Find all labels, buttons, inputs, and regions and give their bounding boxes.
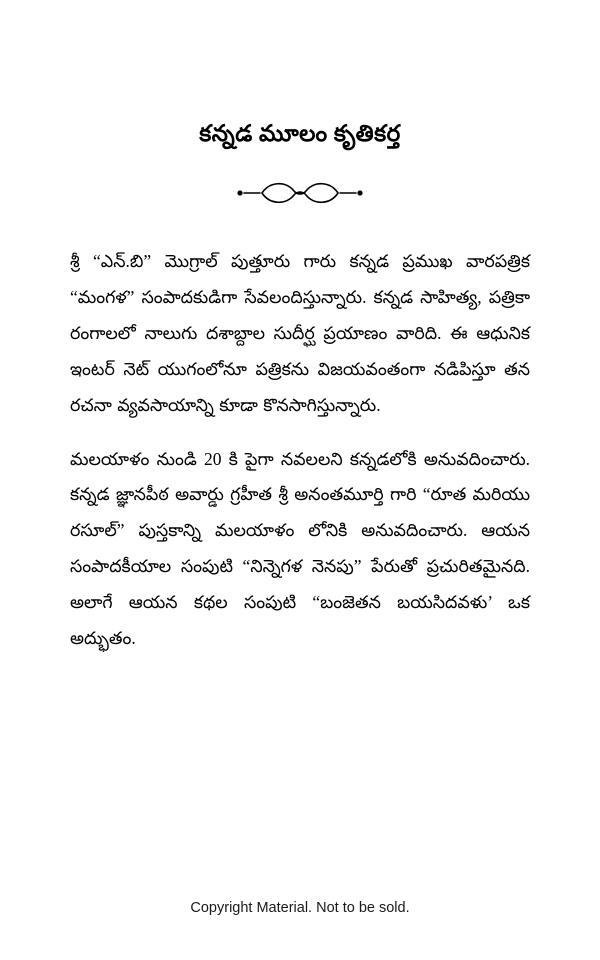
copyright-notice: Copyright Material. Not to be sold. bbox=[190, 900, 410, 916]
paragraph: మలయాళం నుండి 20 కి పైగా నవలలని కన్నడలోకి అనువదించారు. కన్నడ జ్ఞానపీఠ అవార్డు గ్రహీత శ్రీ అనంతమూర్తి గారి “రూత మరియు రసూల్” పుస్తకాన్ని మలయాళం లోనికి అనువదించారు. ఆయన సంపాదకీయాల సంపుటి “నిన్నెగళ నెనపు” పేరుతో ప్రచురితమైనది. అలాగే ఆయన కథల సంపుటి “బంజెతన బయసిదవళు’ ఒక అద్భుతం. bbox=[70, 448, 530, 648]
decorative-flourish-divider bbox=[70, 176, 530, 210]
page-content bbox=[70, 0, 530, 657]
body-text bbox=[70, 244, 530, 657]
paragraph: శ్రీ “ఎన్‌.బి” మొగ్రాల్ పుత్తూరు గారు కన్నడ ప్రముఖ వారపత్రిక “మంగళ” సంపాదకుడిగా సేవలందిస్తున్నారు. కన్నడ సాహిత్య, పత్రికా రంగాలలో నాలుగు దశాబ్దాల సుదీర్ఘ ప్రయాణం వారిది. ఈ ఆధునిక ఇంటర్ నెట్ యుగంలోనూ పత్రికను విజయవంతంగా నడిపిస్తూ తన రచనా వ్యవసాయాన్ని కూడా కొనసాగిస్తున్నారు. bbox=[70, 251, 530, 415]
page-title: కన్నడ మూలం కృతికర్త bbox=[199, 121, 401, 146]
